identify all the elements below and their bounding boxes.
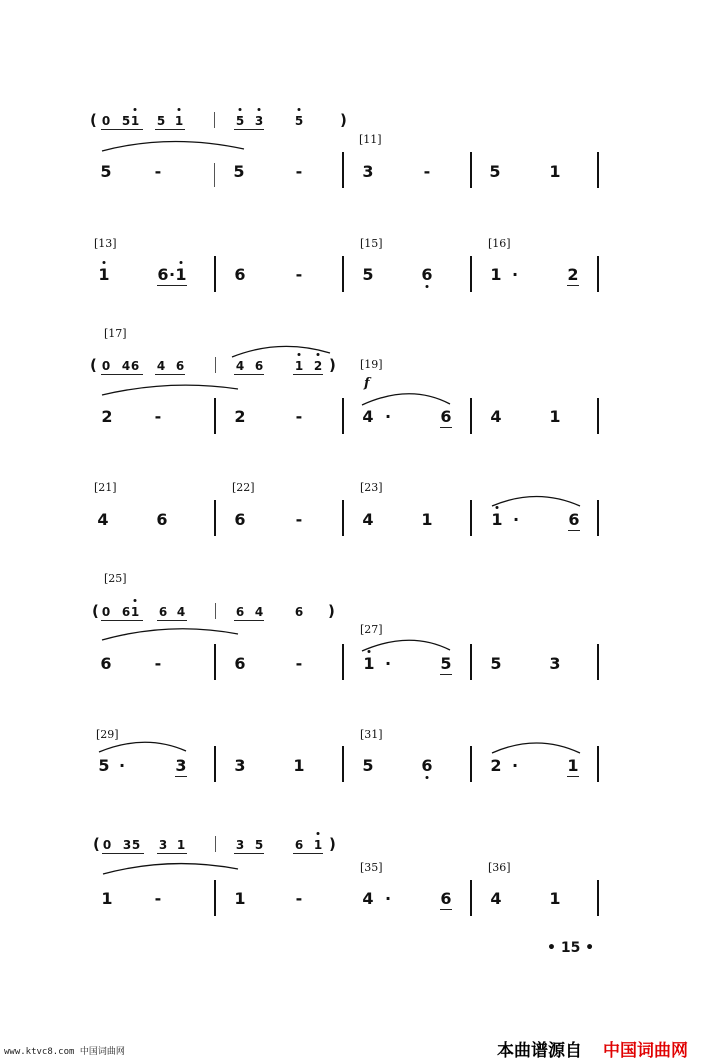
- underline: [157, 285, 187, 286]
- footer-source-label: 本曲谱源自: [497, 1041, 582, 1061]
- note: 4: [490, 407, 502, 426]
- note: 5: [362, 756, 374, 775]
- bar-line: [214, 398, 216, 434]
- note: 5: [235, 114, 245, 128]
- note: 6: [294, 838, 304, 852]
- note: 1: [130, 605, 140, 619]
- note: 1: [98, 265, 110, 284]
- bar-line: [597, 398, 599, 434]
- note: 3: [175, 756, 187, 775]
- note: 2: [101, 407, 113, 426]
- underline: [440, 909, 452, 910]
- measure-number: [27]: [360, 623, 383, 636]
- paren-close: ): [329, 835, 336, 853]
- measure-number: [21]: [94, 481, 117, 494]
- underline: [155, 129, 185, 130]
- underline: [440, 674, 452, 675]
- underline: [567, 285, 579, 286]
- underline: [157, 620, 187, 621]
- bar-line: [470, 152, 472, 188]
- bar-line: [597, 256, 599, 292]
- note: 6: [130, 359, 140, 373]
- underline: [102, 853, 144, 854]
- paren-close: ): [328, 602, 335, 620]
- high-octave-dot: [317, 353, 320, 356]
- note: 1: [567, 756, 579, 775]
- note: 3: [362, 162, 374, 181]
- note: 1: [421, 510, 433, 529]
- note: 1: [176, 838, 186, 852]
- bar-line: [215, 357, 216, 373]
- note: 4: [235, 359, 245, 373]
- bar-line: [214, 880, 216, 916]
- note: 4: [121, 359, 131, 373]
- underline: [155, 374, 185, 375]
- paren-open: (: [93, 835, 100, 853]
- bar-line: [214, 163, 215, 187]
- measure-number: [11]: [359, 133, 382, 146]
- high-octave-dot: [496, 506, 499, 509]
- underline: [234, 129, 264, 130]
- bar-line: [342, 398, 344, 434]
- bar-line: [342, 152, 344, 188]
- note: 3: [235, 838, 245, 852]
- page-number: • 15 •: [547, 940, 595, 956]
- dynamic-forte: f: [364, 376, 370, 391]
- underline: [101, 620, 143, 621]
- note: 0: [102, 838, 112, 852]
- slur: [99, 742, 186, 752]
- low-octave-dot: [426, 776, 429, 779]
- note: 4: [362, 510, 374, 529]
- measure-number: [25]: [104, 572, 127, 585]
- dot-mark: ·: [384, 654, 392, 673]
- note: 4: [490, 889, 502, 908]
- measure-number: [13]: [94, 237, 117, 250]
- note: 6: [175, 359, 185, 373]
- note: 1: [549, 162, 561, 181]
- dash: -: [154, 654, 162, 673]
- dot-mark: ·: [168, 265, 176, 284]
- note: 4: [254, 605, 264, 619]
- note: 6: [294, 605, 304, 619]
- note: 3: [158, 838, 168, 852]
- note: 1: [549, 889, 561, 908]
- dot-mark: ·: [384, 407, 392, 426]
- note: 6: [235, 605, 245, 619]
- note: 0: [101, 359, 111, 373]
- underline: [293, 853, 323, 854]
- measure-number: [22]: [232, 481, 255, 494]
- note: 1: [130, 114, 140, 128]
- bar-line: [214, 112, 215, 128]
- note: 3: [234, 756, 246, 775]
- note: 5: [440, 654, 452, 673]
- note: 1: [293, 756, 305, 775]
- note: 1: [175, 265, 187, 284]
- high-octave-dot: [103, 261, 106, 264]
- note: 3: [549, 654, 561, 673]
- dot-mark: ·: [384, 889, 392, 908]
- slur: [102, 385, 238, 395]
- dash: -: [295, 654, 303, 673]
- note: 1: [490, 265, 502, 284]
- high-octave-dot: [298, 108, 301, 111]
- note: 3: [254, 114, 264, 128]
- paren-open: (: [90, 356, 97, 374]
- low-octave-dot: [426, 285, 429, 288]
- underline: [101, 129, 143, 130]
- note: 5: [100, 162, 112, 181]
- footer-site-url: www.ktvc8.com 中国词曲网: [4, 1047, 125, 1057]
- slur: [362, 394, 450, 405]
- note: 4: [176, 605, 186, 619]
- dash: -: [423, 162, 431, 181]
- dot-mark: ·: [511, 265, 519, 284]
- slur: [102, 629, 238, 640]
- underline: [567, 776, 579, 777]
- underline: [568, 530, 580, 531]
- high-octave-dot: [180, 261, 183, 264]
- dot-mark: ·: [511, 756, 519, 775]
- high-octave-dot: [134, 108, 137, 111]
- note: 1: [174, 114, 184, 128]
- slur: [362, 640, 450, 651]
- dash: -: [154, 889, 162, 908]
- dash: -: [154, 162, 162, 181]
- note: 4: [156, 359, 166, 373]
- note: 5: [233, 162, 245, 181]
- bar-line: [597, 746, 599, 782]
- underline: [234, 374, 264, 375]
- paren-close: ): [340, 111, 347, 129]
- note: 2: [490, 756, 502, 775]
- note: 6: [421, 265, 433, 284]
- bar-line: [215, 836, 216, 852]
- underline: [234, 853, 264, 854]
- note: 6: [568, 510, 580, 529]
- dash: -: [295, 510, 303, 529]
- bar-line: [342, 256, 344, 292]
- note: 6: [158, 605, 168, 619]
- bar-line: [342, 644, 344, 680]
- note: 6: [234, 654, 246, 673]
- note: 0: [101, 114, 111, 128]
- high-octave-dot: [317, 832, 320, 835]
- underline: [234, 620, 264, 621]
- slur: [492, 497, 580, 507]
- measure-number: [23]: [360, 481, 383, 494]
- note: 5: [131, 838, 141, 852]
- dash: -: [154, 407, 162, 426]
- underline: [440, 427, 452, 428]
- note: 1: [313, 838, 323, 852]
- note: 1: [294, 359, 304, 373]
- dash: -: [295, 407, 303, 426]
- measure-number: [19]: [360, 358, 383, 371]
- bar-line: [470, 880, 472, 916]
- high-octave-dot: [178, 108, 181, 111]
- measure-number: [16]: [488, 237, 511, 250]
- paren-open: (: [92, 602, 99, 620]
- high-octave-dot: [134, 599, 137, 602]
- bar-line: [470, 398, 472, 434]
- note: 4: [362, 407, 374, 426]
- note: 3: [122, 838, 132, 852]
- bar-line: [214, 644, 216, 680]
- note: 2: [234, 407, 246, 426]
- underline: [157, 853, 187, 854]
- bar-line: [214, 746, 216, 782]
- paren-open: (: [90, 111, 97, 129]
- note: 5: [490, 654, 502, 673]
- measure-number: [36]: [488, 861, 511, 874]
- note: 6: [440, 889, 452, 908]
- note: 6: [156, 510, 168, 529]
- note: 1: [101, 889, 113, 908]
- note: 6: [234, 510, 246, 529]
- note: 6: [234, 265, 246, 284]
- underline: [175, 776, 187, 777]
- note: 5: [489, 162, 501, 181]
- note: 2: [567, 265, 579, 284]
- dot-mark: ·: [512, 510, 520, 529]
- bar-line: [470, 256, 472, 292]
- note: 5: [362, 265, 374, 284]
- high-octave-dot: [258, 108, 261, 111]
- bar-line: [597, 152, 599, 188]
- measure-number: [31]: [360, 728, 383, 741]
- bar-line: [342, 500, 344, 536]
- note: 1: [549, 407, 561, 426]
- bar-line: [215, 603, 216, 619]
- bar-line: [214, 256, 216, 292]
- note: 5: [98, 756, 110, 775]
- underline: [101, 374, 143, 375]
- slur: [232, 346, 330, 357]
- measure-number: [17]: [104, 327, 127, 340]
- note: 4: [97, 510, 109, 529]
- slur: [103, 864, 238, 874]
- paren-close: ): [329, 356, 336, 374]
- bar-line: [214, 500, 216, 536]
- note: 5: [156, 114, 166, 128]
- note: 6: [440, 407, 452, 426]
- slur: [492, 743, 580, 753]
- bar-line: [597, 880, 599, 916]
- dot-mark: ·: [118, 756, 126, 775]
- note: 2: [313, 359, 323, 373]
- note: 6: [121, 605, 131, 619]
- high-octave-dot: [368, 650, 371, 653]
- bar-line: [597, 644, 599, 680]
- high-octave-dot: [298, 353, 301, 356]
- note: 6: [100, 654, 112, 673]
- dash: -: [295, 162, 303, 181]
- slur: [102, 141, 244, 151]
- note: 5: [254, 838, 264, 852]
- bar-line: [470, 500, 472, 536]
- bar-line: [470, 746, 472, 782]
- note: 5: [294, 114, 304, 128]
- note: 1: [363, 654, 375, 673]
- measure-number: [35]: [360, 861, 383, 874]
- bar-line: [342, 746, 344, 782]
- dash: -: [295, 889, 303, 908]
- note: 5: [121, 114, 131, 128]
- note: 1: [234, 889, 246, 908]
- note: 4: [362, 889, 374, 908]
- dash: -: [295, 265, 303, 284]
- note: 0: [101, 605, 111, 619]
- note: 1: [491, 510, 503, 529]
- footer-source-site: 中国词曲网: [603, 1041, 688, 1061]
- note: 6: [254, 359, 264, 373]
- measure-number: [29]: [96, 728, 119, 741]
- bar-line: [470, 644, 472, 680]
- measure-number: [15]: [360, 237, 383, 250]
- bar-line: [597, 500, 599, 536]
- underline: [293, 374, 323, 375]
- note: 6: [157, 265, 169, 284]
- note: 6: [421, 756, 433, 775]
- high-octave-dot: [239, 108, 242, 111]
